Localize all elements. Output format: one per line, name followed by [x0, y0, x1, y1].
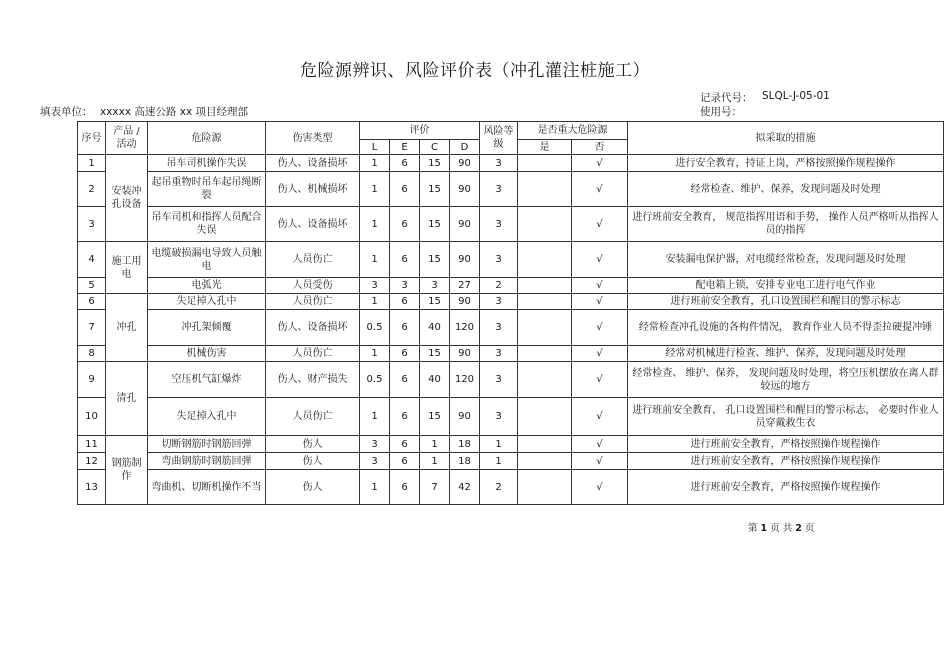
major-no-check: √ [572, 172, 628, 207]
major-yes-cell [518, 346, 572, 362]
C-cell: 1 [420, 453, 450, 470]
major-no-check: √ [572, 436, 628, 453]
row-number: 13 [78, 470, 106, 505]
header-major-hazard: 是否重大危险源 [518, 122, 628, 140]
page-total: 2 [795, 523, 802, 534]
major-no-check: √ [572, 346, 628, 362]
risk-cell: 3 [480, 398, 518, 436]
L-cell: 1 [360, 470, 390, 505]
group-cleaning: 清孔 [106, 362, 148, 436]
header-E: E [390, 140, 420, 155]
L-cell: 1 [360, 155, 390, 172]
D-cell: 90 [450, 207, 480, 242]
risk-cell: 3 [480, 294, 518, 310]
measure-cell: 进行班前安全教育， 规范指挥用语和手势， 操作人员严格听从指挥人员的指挥 [628, 207, 944, 242]
major-no-check: √ [572, 398, 628, 436]
harm-cell: 伤人、财产损失 [266, 362, 360, 398]
L-cell: 1 [360, 242, 390, 278]
measure-cell: 安装漏电保护器，对电缆经常检查，发现问题及时处理 [628, 242, 944, 278]
E-cell: 6 [390, 346, 420, 362]
D-cell: 90 [450, 346, 480, 362]
major-no-check: √ [572, 207, 628, 242]
risk-cell: 1 [480, 453, 518, 470]
measure-cell: 进行班前安全教育，严格按照操作规程操作 [628, 470, 944, 505]
D-cell: 90 [450, 398, 480, 436]
major-no-check: √ [572, 278, 628, 294]
C-cell: 15 [420, 242, 450, 278]
header-risk-level: 风险等级 [480, 122, 518, 155]
C-cell: 3 [420, 278, 450, 294]
harm-cell: 伤人 [266, 436, 360, 453]
D-cell: 90 [450, 242, 480, 278]
table-row [78, 155, 944, 172]
E-cell: 6 [390, 453, 420, 470]
measure-cell: 进行班前安全教育，严格按照操作规程操作 [628, 453, 944, 470]
header-measures: 拟采取的措施 [628, 122, 944, 155]
major-yes-cell [518, 470, 572, 505]
risk-cell: 3 [480, 172, 518, 207]
use-number-label: 使用号： [700, 106, 742, 118]
C-cell: 15 [420, 294, 450, 310]
harm-cell: 人员伤亡 [266, 346, 360, 362]
row-number: 11 [78, 436, 106, 453]
table-row [78, 436, 944, 453]
E-cell: 6 [390, 310, 420, 346]
table-row [78, 242, 944, 278]
hazard-cell: 电弧光 [148, 278, 266, 294]
L-cell: 1 [360, 398, 390, 436]
hazard-cell: 切断钢筋时钢筋回弹 [148, 436, 266, 453]
measure-cell: 经常对机械进行检查、维护、保养，发现问题及时处理 [628, 346, 944, 362]
header-yes: 是 [518, 140, 572, 155]
risk-cell: 2 [480, 470, 518, 505]
major-yes-cell [518, 242, 572, 278]
harm-cell: 伤人 [266, 453, 360, 470]
measure-cell: 经常检查、维护、保养，发现问题及时处理 [628, 172, 944, 207]
measure-cell: 进行班前安全教育，严格按照操作规程操作 [628, 436, 944, 453]
header-D: D [450, 140, 480, 155]
C-cell: 7 [420, 470, 450, 505]
measure-cell: 配电箱上锁，安排专业电工进行电气作业 [628, 278, 944, 294]
page-mid: 页 共 [770, 523, 793, 534]
E-cell: 6 [390, 155, 420, 172]
table-row [78, 398, 944, 436]
harm-cell: 伤人、设备损坏 [266, 207, 360, 242]
L-cell: 1 [360, 294, 390, 310]
group-electric: 施工用电 [106, 242, 148, 294]
row-number: 6 [78, 294, 106, 310]
risk-cell: 3 [480, 155, 518, 172]
major-no-check: √ [572, 242, 628, 278]
risk-cell: 1 [480, 436, 518, 453]
row-number: 3 [78, 207, 106, 242]
major-no-check: √ [572, 310, 628, 346]
harm-cell: 人员伤亡 [266, 242, 360, 278]
harm-cell: 人员伤亡 [266, 398, 360, 436]
row-number: 8 [78, 346, 106, 362]
page-number: 1 [760, 523, 768, 534]
L-cell: 1 [360, 207, 390, 242]
major-no-check: √ [572, 294, 628, 310]
row-number: 4 [78, 242, 106, 278]
major-yes-cell [518, 294, 572, 310]
L-cell: 3 [360, 436, 390, 453]
major-no-check: √ [572, 470, 628, 505]
table-row [78, 453, 944, 470]
L-cell: 0.5 [360, 310, 390, 346]
record-code-value: SLQL-J-05-01 [762, 90, 830, 102]
risk-assessment-table [77, 121, 944, 505]
L-cell: 1 [360, 346, 390, 362]
E-cell: 6 [390, 362, 420, 398]
header-no: 否 [572, 140, 628, 155]
hazard-cell: 失足掉入孔中 [148, 294, 266, 310]
D-cell: 90 [450, 172, 480, 207]
row-number: 12 [78, 453, 106, 470]
major-no-check: √ [572, 362, 628, 398]
risk-cell: 3 [480, 207, 518, 242]
harm-cell: 人员受伤 [266, 278, 360, 294]
measure-cell: 进行班前安全教育， 孔口设置围栏和醒目的警示标志， 必要时作业人员穿戴救生衣 [628, 398, 944, 436]
row-number: 2 [78, 172, 106, 207]
E-cell: 6 [390, 172, 420, 207]
table-row [78, 310, 944, 346]
C-cell: 15 [420, 207, 450, 242]
D-cell: 18 [450, 453, 480, 470]
harm-cell: 伤人、机械损坏 [266, 172, 360, 207]
header-hazard: 危险源 [148, 122, 266, 155]
E-cell: 6 [390, 470, 420, 505]
major-yes-cell [518, 436, 572, 453]
L-cell: 3 [360, 453, 390, 470]
hazard-cell: 电缆破损漏电导致人员触电 [148, 242, 266, 278]
E-cell: 3 [390, 278, 420, 294]
C-cell: 1 [420, 436, 450, 453]
header-harm-type: 伤害类型 [266, 122, 360, 155]
record-code-label: 记录代号： [700, 92, 753, 104]
row-number: 5 [78, 278, 106, 294]
table-row [78, 294, 944, 310]
harm-cell: 伤人 [266, 470, 360, 505]
risk-cell: 2 [480, 278, 518, 294]
fill-unit-label: 填表单位： [40, 106, 93, 118]
D-cell: 90 [450, 294, 480, 310]
row-number: 7 [78, 310, 106, 346]
C-cell: 15 [420, 398, 450, 436]
group-drilling: 冲孔 [106, 294, 148, 362]
E-cell: 6 [390, 294, 420, 310]
hazard-cell: 弯曲钢筋时钢筋回弹 [148, 453, 266, 470]
hazard-cell: 空压机气缸爆炸 [148, 362, 266, 398]
E-cell: 6 [390, 436, 420, 453]
major-yes-cell [518, 362, 572, 398]
page-prefix: 第 [748, 523, 758, 534]
page-footer [748, 520, 814, 534]
D-cell: 42 [450, 470, 480, 505]
L-cell: 1 [360, 172, 390, 207]
row-number: 9 [78, 362, 106, 398]
fill-unit-value: xxxxx 高速公路 xx 项目经理部 [100, 106, 249, 118]
row-number: 10 [78, 398, 106, 436]
table-row [78, 346, 944, 362]
group-rebar: 钢筋制作 [106, 436, 148, 505]
E-cell: 6 [390, 398, 420, 436]
table-row [78, 362, 944, 398]
D-cell: 27 [450, 278, 480, 294]
measure-cell: 进行安全教育，持证上岗，严格按照操作规程操作 [628, 155, 944, 172]
table-row [78, 172, 944, 207]
header-seq: 序号 [78, 122, 106, 155]
table-row [78, 278, 944, 294]
measure-cell: 进行班前安全教育，孔口设置围栏和醒目的警示标志 [628, 294, 944, 310]
C-cell: 40 [420, 310, 450, 346]
table-row [78, 470, 944, 505]
L-cell: 3 [360, 278, 390, 294]
C-cell: 15 [420, 172, 450, 207]
major-yes-cell [518, 155, 572, 172]
E-cell: 6 [390, 242, 420, 278]
risk-cell: 3 [480, 346, 518, 362]
major-yes-cell [518, 398, 572, 436]
header-C: C [420, 140, 450, 155]
D-cell: 90 [450, 155, 480, 172]
major-no-check: √ [572, 453, 628, 470]
measure-cell: 经常检查冲孔设施的各构件情况， 教育作业人员不得歪拉硬提冲锤 [628, 310, 944, 346]
C-cell: 15 [420, 346, 450, 362]
L-cell: 0.5 [360, 362, 390, 398]
C-cell: 40 [420, 362, 450, 398]
hazard-cell: 弯曲机、切断机操作不当 [148, 470, 266, 505]
major-yes-cell [518, 207, 572, 242]
hazard-cell: 起吊重物时吊车起吊绳断裂 [148, 172, 266, 207]
risk-cell: 3 [480, 242, 518, 278]
hazard-cell: 冲孔架倾覆 [148, 310, 266, 346]
D-cell: 120 [450, 362, 480, 398]
hazard-cell: 吊车司机操作失误 [148, 155, 266, 172]
harm-cell: 伤人、设备损坏 [266, 155, 360, 172]
major-yes-cell [518, 310, 572, 346]
hazard-cell: 失足掉入孔中 [148, 398, 266, 436]
hazard-cell: 机械伤害 [148, 346, 266, 362]
C-cell: 15 [420, 155, 450, 172]
major-yes-cell [518, 278, 572, 294]
row-number: 1 [78, 155, 106, 172]
harm-cell: 人员伤亡 [266, 294, 360, 310]
E-cell: 6 [390, 207, 420, 242]
group-equipment: 安装冲孔设备 [106, 155, 148, 242]
header-row [78, 122, 944, 140]
header-L: L [360, 140, 390, 155]
header-product: 产品 / 活动 [106, 122, 148, 155]
table-row [78, 207, 944, 242]
header-evaluation: 评价 [360, 122, 480, 140]
major-no-check: √ [572, 155, 628, 172]
risk-cell: 3 [480, 310, 518, 346]
document-title: 危险源辨识、风险评价表（冲孔灌注桩施工） [300, 61, 650, 81]
major-yes-cell [518, 172, 572, 207]
risk-cell: 3 [480, 362, 518, 398]
measure-cell: 经常检查、 维护、保养， 发现问题及时处理，将空压机摆放在离人群较远的地方 [628, 362, 944, 398]
page-suffix: 页 [804, 523, 815, 534]
hazard-cell: 吊车司机和指挥人员配合失误 [148, 207, 266, 242]
D-cell: 120 [450, 310, 480, 346]
harm-cell: 伤人、设备损坏 [266, 310, 360, 346]
D-cell: 18 [450, 436, 480, 453]
major-yes-cell [518, 453, 572, 470]
